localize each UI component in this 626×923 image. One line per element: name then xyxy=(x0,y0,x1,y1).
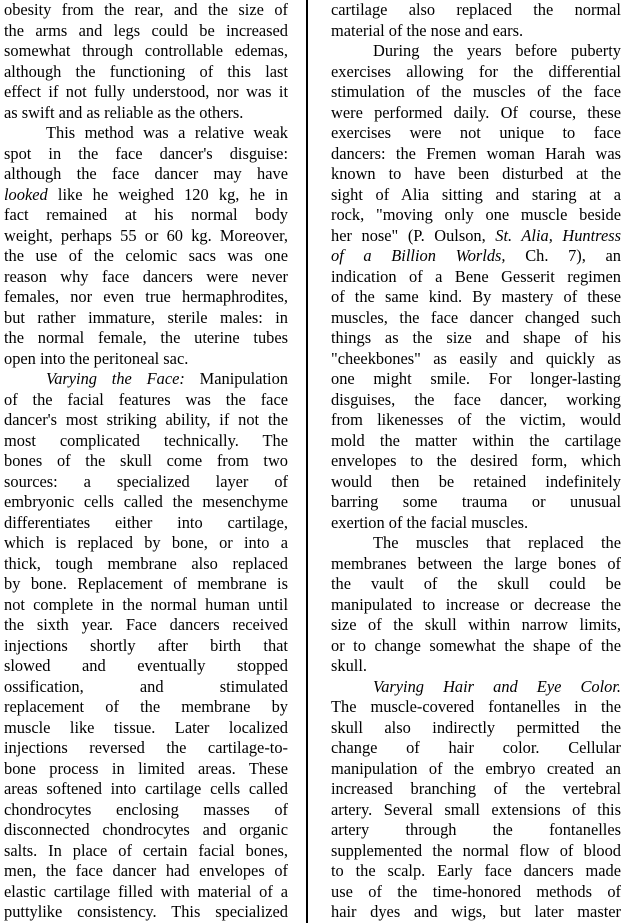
text-segment: muscles, the face dancer changed such xyxy=(331,307,621,327)
text-line xyxy=(331,595,621,616)
text-line xyxy=(4,287,288,308)
text-segment: from likenesses of the victim, would xyxy=(331,410,621,429)
text-segment: although the face dancer may have xyxy=(4,164,288,183)
text-segment: rock, "moving only one muscle beside xyxy=(331,205,621,224)
text-segment: obesity from the rear, and the size of xyxy=(4,0,288,19)
text-line xyxy=(331,882,621,903)
text-segment: although the functioning of this last xyxy=(4,61,288,81)
text-line xyxy=(4,615,288,636)
text-line xyxy=(331,677,621,698)
text-line xyxy=(331,390,621,411)
text-segment: of the facial features was the face xyxy=(4,389,288,409)
text-line xyxy=(4,451,288,472)
text-line xyxy=(331,861,621,882)
text-segment: barring some trauma or unusual xyxy=(331,492,621,511)
text-segment: manipulation of the embryo created an xyxy=(331,758,621,778)
text-segment: the sixth year. Face dancers received xyxy=(4,615,288,634)
text-line xyxy=(4,738,288,759)
text-line xyxy=(331,697,621,718)
text-line xyxy=(4,41,288,62)
text-segment: hair dyes and wigs, but later master xyxy=(331,902,621,921)
text-segment: change of hair color. Cellular xyxy=(331,738,621,757)
text-segment: The muscle-covered fontanelles in the xyxy=(331,697,621,716)
text-line xyxy=(4,123,288,144)
text-segment: not complete in the normal human until xyxy=(4,594,288,614)
text-line xyxy=(331,533,621,554)
text-line xyxy=(331,841,621,862)
text-line xyxy=(4,82,288,103)
text-segment: During the years before puberty xyxy=(373,41,621,60)
text-segment: most complicated technically. The xyxy=(4,430,288,450)
text-line xyxy=(4,21,288,42)
text-segment: use of the time-honored methods of xyxy=(331,881,621,901)
text-line xyxy=(331,103,621,124)
text-line xyxy=(4,861,288,882)
text-line xyxy=(4,349,288,370)
text-line xyxy=(4,328,288,349)
text-line xyxy=(4,718,288,739)
text-segment: would then be retained indefinitely xyxy=(331,471,621,491)
text-segment: the arms and legs could be increased xyxy=(4,20,288,40)
text-segment: exertion of the facial muscles. xyxy=(331,512,529,532)
text-line xyxy=(331,636,621,657)
text-line xyxy=(331,451,621,472)
text-segment: but rather immature, sterile males: in xyxy=(4,307,288,327)
text-line xyxy=(331,656,621,677)
text-line xyxy=(4,369,288,390)
text-segment: females, nor even true hermaphrodites, xyxy=(4,287,288,306)
text-line xyxy=(331,902,621,923)
text-segment: replacement of the membrane by xyxy=(4,697,288,716)
text-line xyxy=(4,144,288,165)
text-segment: like he weighed 120 kg, he in xyxy=(47,184,288,204)
text-line xyxy=(331,718,621,739)
text-line xyxy=(4,533,288,554)
text-line xyxy=(331,0,621,21)
text-segment: skull also indirectly permitted the xyxy=(331,717,621,737)
text-segment: men, the face dancer had envelopes of xyxy=(4,861,288,880)
text-line xyxy=(331,164,621,185)
text-line xyxy=(4,390,288,411)
text-line xyxy=(4,267,288,288)
text-line xyxy=(331,349,621,370)
text-segment: artery through the fontanelles xyxy=(331,820,621,839)
text-line xyxy=(331,779,621,800)
text-segment: elastic cartilage filled with material of a xyxy=(4,881,288,901)
column-divider-rule xyxy=(306,0,308,923)
text-line xyxy=(331,185,621,206)
text-segment: artery. Several small extensions of this xyxy=(331,799,621,819)
text-column-left xyxy=(4,0,288,923)
text-line xyxy=(4,185,288,206)
text-line xyxy=(331,41,621,62)
text-line xyxy=(331,431,621,452)
text-segment: fact remained at his normal body xyxy=(4,205,288,224)
text-segment: embryonic cells called the mesenchyme xyxy=(4,492,288,511)
text-segment: differentiates either into cartilage, xyxy=(4,512,288,532)
text-line xyxy=(4,779,288,800)
text-segment: injections reversed the cartilage-to- xyxy=(4,738,288,757)
text-line xyxy=(4,410,288,431)
text-line xyxy=(4,431,288,452)
italic-text-segment: St. Alia, Huntress xyxy=(495,225,621,245)
text-segment: reason why face dancers were never xyxy=(4,266,288,286)
text-segment: The muscles that replaced the xyxy=(373,533,621,552)
text-line xyxy=(331,738,621,759)
text-segment: mold the matter within the cartilage xyxy=(331,430,621,450)
text-line xyxy=(331,820,621,841)
text-line xyxy=(331,62,621,83)
text-segment: which is replaced by bone, or into a xyxy=(4,533,288,552)
text-segment: were performed daily. Of course, these xyxy=(331,102,621,122)
text-segment: stimulation of the muscles of the face xyxy=(331,82,621,101)
text-segment: material of the nose and ears. xyxy=(331,20,524,40)
text-line xyxy=(331,328,621,349)
text-segment: Ch. 7), an xyxy=(505,246,621,265)
text-line xyxy=(331,205,621,226)
text-line xyxy=(4,103,288,124)
text-segment: as swift and as reliable as the others. xyxy=(4,102,244,122)
text-segment: the use of the celomic sacs was one xyxy=(4,246,288,265)
text-segment: puttylike consistency. This specialized xyxy=(4,902,288,921)
text-line xyxy=(331,144,621,165)
text-segment: salts. In place of certain facial bones, xyxy=(4,840,288,860)
text-segment: or to change somewhat the shape of the xyxy=(331,635,621,655)
text-line xyxy=(4,492,288,513)
text-segment: known to have been disturbed at the xyxy=(331,164,621,183)
text-line xyxy=(331,492,621,513)
text-segment: ossification, and stimulated xyxy=(4,676,288,696)
text-line xyxy=(4,164,288,185)
text-line xyxy=(4,574,288,595)
text-line xyxy=(331,226,621,247)
text-segment: to the scalp. Early face dancers made xyxy=(331,861,621,880)
text-line xyxy=(4,902,288,923)
text-segment: areas softened into cartilage cells called xyxy=(4,779,288,798)
text-line xyxy=(4,656,288,677)
text-segment: dancer's most striking ability, if not the xyxy=(4,410,288,429)
text-line xyxy=(4,636,288,657)
text-segment: bones of the skull come from two xyxy=(4,451,288,470)
text-line xyxy=(4,0,288,21)
text-segment: size of the skull within narrow limits, xyxy=(331,615,621,634)
text-line xyxy=(4,759,288,780)
text-line xyxy=(4,246,288,267)
text-segment: membranes between the large bones of xyxy=(331,553,621,573)
text-segment: thick, tough membrane also replaced xyxy=(4,553,288,573)
text-line xyxy=(331,123,621,144)
text-segment: manipulated to increase or decrease the xyxy=(331,594,621,614)
text-line xyxy=(4,697,288,718)
italic-text-segment: of a Billion Worlds, xyxy=(331,246,506,265)
text-segment: by bone. Replacement of membrane is xyxy=(4,574,288,593)
italic-text-segment: Varying the Face: xyxy=(46,369,185,388)
text-line xyxy=(331,82,621,103)
text-segment: bone process in limited areas. These xyxy=(4,758,288,778)
text-segment: effect if not fully understood, nor was it xyxy=(4,82,288,101)
text-line xyxy=(4,513,288,534)
text-line xyxy=(331,513,621,534)
text-line xyxy=(331,472,621,493)
text-line xyxy=(331,246,621,267)
text-segment: weight, perhaps 55 or 60 kg. Moreover, xyxy=(4,225,288,245)
text-segment: the vault of the skull could be xyxy=(331,574,621,593)
text-line xyxy=(4,205,288,226)
italic-text-segment: Varying Hair and Eye Color. xyxy=(373,676,621,696)
text-segment: dancers: the Fremen woman Harah was xyxy=(331,143,621,163)
text-segment: This method was a relative weak xyxy=(46,123,288,142)
text-line xyxy=(4,820,288,841)
text-line xyxy=(331,267,621,288)
text-line xyxy=(4,62,288,83)
text-line xyxy=(331,287,621,308)
text-segment: disconnected chondrocytes and organic xyxy=(4,820,288,839)
text-line xyxy=(331,800,621,821)
text-segment: skull. xyxy=(331,656,367,675)
text-line xyxy=(4,677,288,698)
text-segment: of the same kind. By mastery of these xyxy=(331,287,621,306)
text-line xyxy=(4,554,288,575)
text-segment: muscle like tissue. Later localized xyxy=(4,717,288,737)
text-segment: envelopes to the desired form, which xyxy=(331,451,621,470)
italic-text-segment: looked xyxy=(4,184,48,204)
text-segment: exercises allowing for the differential xyxy=(331,61,621,81)
text-segment: things as the size and shape of his xyxy=(331,328,621,347)
text-line xyxy=(331,554,621,575)
text-line xyxy=(4,226,288,247)
text-segment: somewhat through controllable edemas, xyxy=(4,41,288,60)
text-segment: disguises, the face dancer, working xyxy=(331,389,621,409)
text-segment: exercises were not unique to face xyxy=(331,123,621,142)
text-segment: chondrocytes enclosing masses of xyxy=(4,799,288,819)
text-line xyxy=(4,841,288,862)
text-column-right xyxy=(331,0,621,923)
text-segment: supplemented the normal flow of blood xyxy=(331,840,621,860)
text-segment: cartilage also replaced the normal xyxy=(331,0,621,19)
text-line xyxy=(331,574,621,595)
text-line xyxy=(331,308,621,329)
text-line xyxy=(331,615,621,636)
text-segment: one might smile. For longer-lasting xyxy=(331,369,621,388)
text-segment: the normal female, the uterine tubes xyxy=(4,328,288,347)
text-line xyxy=(331,410,621,431)
text-segment: increased branching of the vertebral xyxy=(331,779,621,798)
text-line xyxy=(331,759,621,780)
text-segment: injections shortly after birth that xyxy=(4,635,288,655)
text-segment: sight of Alia sitting and staring at a xyxy=(331,184,621,204)
text-segment: "cheekbones" as easily and quickly as xyxy=(331,348,621,368)
text-line xyxy=(331,369,621,390)
text-line xyxy=(4,882,288,903)
text-segment: slowed and eventually stopped xyxy=(4,656,288,675)
text-segment: spot in the face dancer's disguise: xyxy=(4,143,288,163)
text-line xyxy=(4,800,288,821)
text-line xyxy=(331,21,621,42)
text-segment: sources: a specialized layer of xyxy=(4,471,288,491)
text-segment: indication of a Bene Gesserit regimen xyxy=(331,266,621,286)
text-segment: Manipulation xyxy=(184,369,288,388)
text-segment: her nose" (P. Oulson, xyxy=(331,225,496,245)
text-line xyxy=(4,595,288,616)
text-line xyxy=(4,308,288,329)
text-segment: open into the peritoneal sac. xyxy=(4,348,189,368)
text-line xyxy=(4,472,288,493)
